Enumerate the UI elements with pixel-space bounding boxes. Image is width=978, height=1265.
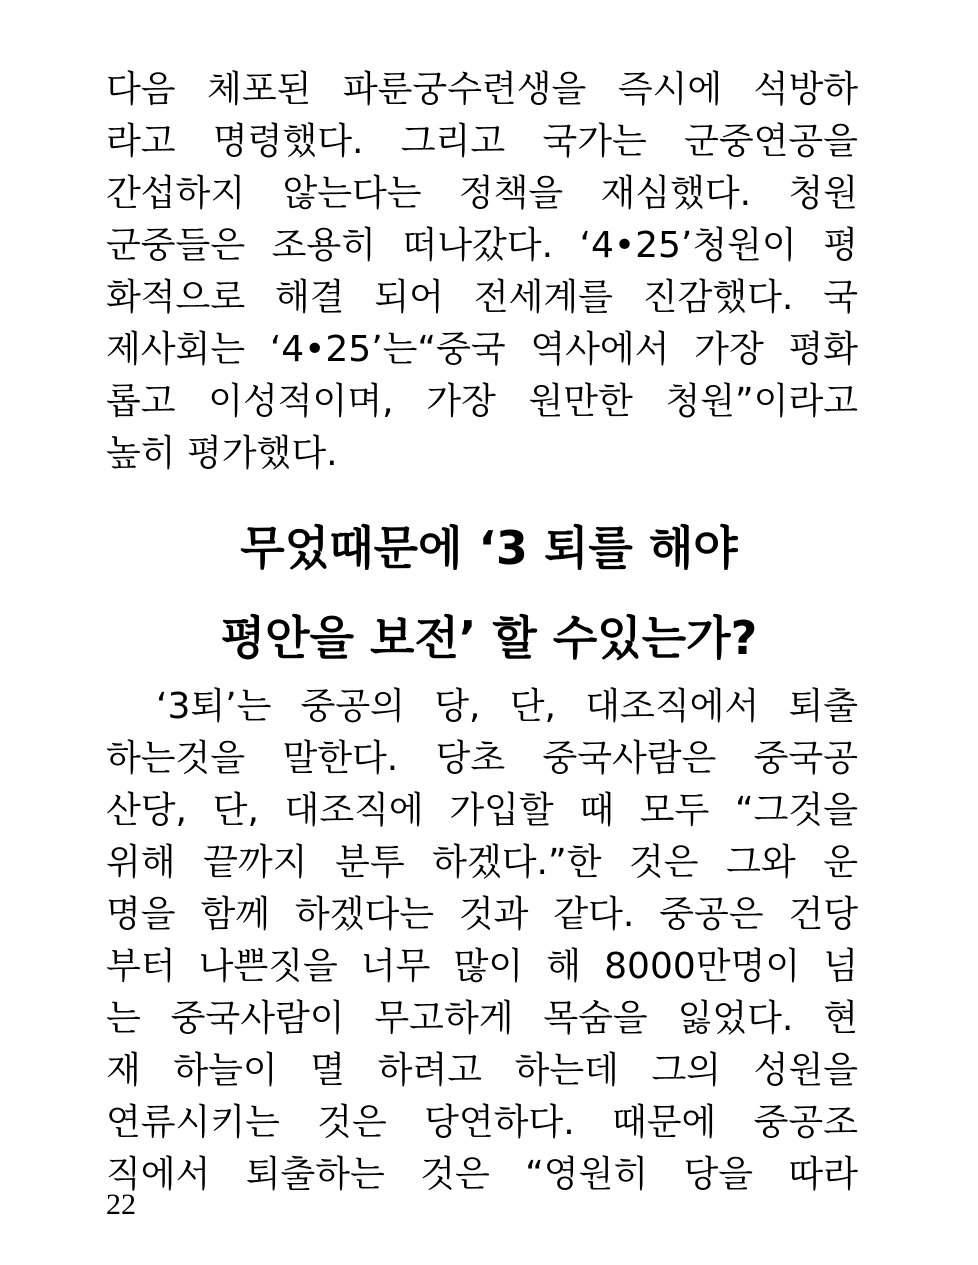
- text-line: 간섭하지 않는다는 정책을 재심했다. 청원: [106, 173, 858, 214]
- text-line: 높히 평가했다.: [106, 433, 338, 474]
- text-line: 명을 함께 하겠다는 것과 같다. 중공은 건당: [106, 894, 858, 935]
- text-line: 군중들은 조용히 떠나갔다. ‘4•25’청원이 평: [106, 225, 858, 266]
- text-line: 는 중국사람이 무고하게 목숨을 잃었다. 현: [106, 998, 858, 1039]
- text-line: 직에서 퇴출하는 것은 “영원히 당을 따라: [106, 1154, 858, 1195]
- text-line: 라고 명령했다. 그리고 국가는 군중연공을: [106, 121, 858, 162]
- page-number: 22: [106, 1188, 136, 1221]
- text-line: 다음 체포된 파룬궁수련생을 즉시에 석방하: [106, 69, 858, 110]
- body-paragraph-1: [106, 64, 858, 480]
- text-line: 산당, 단, 대조직에 가입할 때 모두 “그것을: [106, 790, 858, 831]
- section-heading-line-1: 무었때문에 ‘3 퇴를 해야: [240, 521, 738, 575]
- section-heading-line-2: 평안을 보전’ 할 수있는가?: [220, 611, 758, 665]
- text-line: 롭고 이성적이며, 가장 원만한 청원”이라고: [106, 381, 858, 422]
- text-line: 연류시키는 것은 당연하다. 때문에 중공조: [106, 1102, 858, 1143]
- text-line: 위해 끝까지 분투 하겠다.”한 것은 그와 운: [106, 842, 858, 883]
- text-line: 하는것을 말한다. 당초 중국사람은 중국공: [106, 738, 858, 779]
- text-line: 부터 나쁜짓을 너무 많이 해 8000만명이 넘: [106, 946, 858, 987]
- text-line: 제사회는 ‘4•25’는“중국 역사에서 가장 평화: [106, 329, 858, 370]
- text-line: ‘3퇴’는 중공의 당, 단, 대조직에서 퇴출: [156, 686, 858, 727]
- text-line: 재 하늘이 멸 하려고 하는데 그의 성원을: [106, 1050, 858, 1091]
- body-paragraph-2: [106, 681, 858, 1201]
- text-line: 화적으로 해결 되어 전세계를 진감했다. 국: [106, 277, 858, 318]
